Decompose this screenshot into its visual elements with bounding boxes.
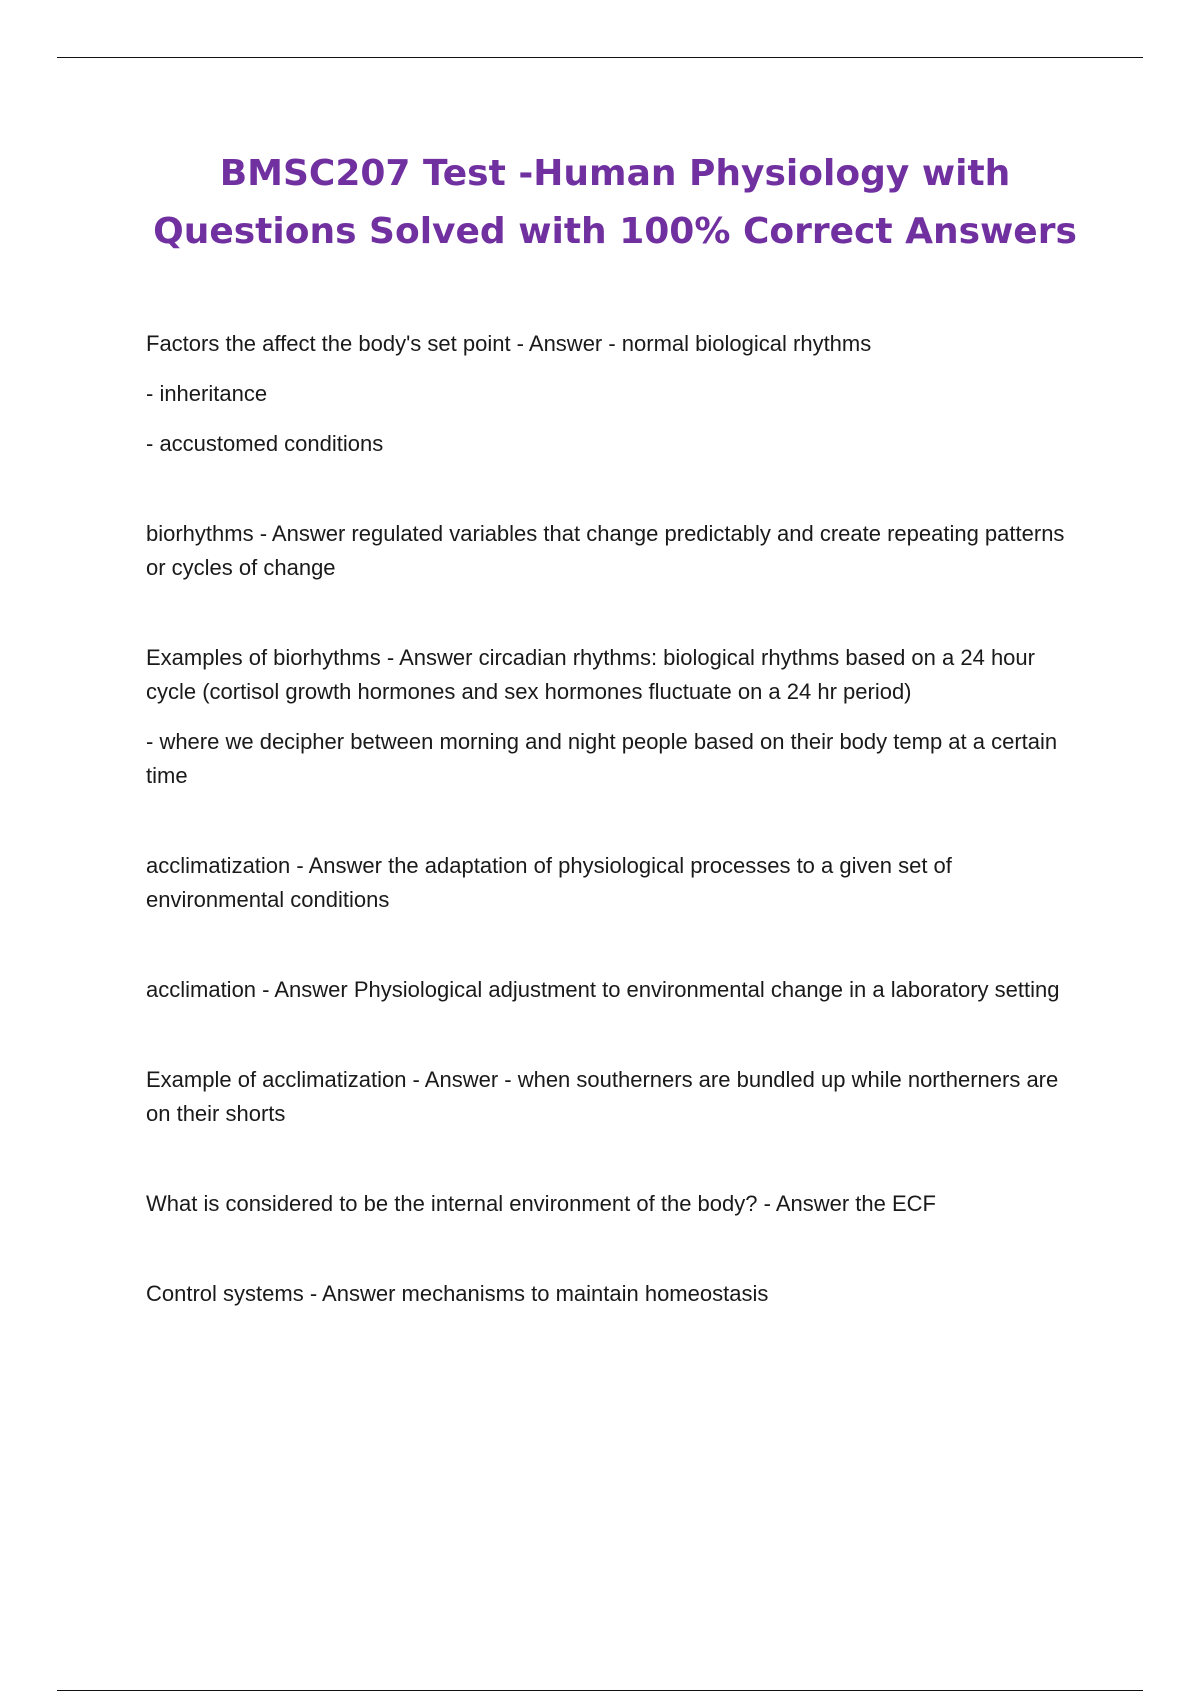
entry-text: - accustomed conditions (146, 431, 384, 456)
qa-entry (146, 517, 1076, 585)
document-title: BMSC207 Test -Human Physiology with Questions Solved with 100% Correct Answers (153, 153, 1077, 252)
entry-text: acclimation - Answer Physiological adjustment to environmental change in a laboratory setting (146, 977, 1060, 1002)
entry-text: What is considered to be the internal environment of the body? - Answer the ECF (146, 1191, 936, 1216)
footer-rule (57, 1690, 1143, 1691)
entry-text: biorhythms - Answer regulated variables that change predictably and create repeating patterns or cycles of change (146, 521, 1065, 580)
qa-list (146, 327, 1076, 1311)
header-rule (57, 57, 1143, 58)
entry-text: Examples of biorhythms - Answer circadian rhythms: biological rhythms based on a 24 hour cycle (cortisol growth hormones and sex hormones fluctuate on a 24 hr period) (146, 645, 1035, 704)
entry-text: acclimatization - Answer the adaptation of physiological processes to a given set of environmental conditions (146, 853, 952, 912)
qa-entry (146, 641, 1076, 793)
qa-entry (146, 1063, 1076, 1131)
entry-text: - where we decipher between morning and night people based on their body temp at a certain time (146, 729, 1058, 788)
entry-text: Factors the affect the body's set point - Answer - normal biological rhythms (146, 331, 872, 356)
entry-text: Example of acclimatization - Answer - when southerners are bundled up while northerners are on their shorts (146, 1067, 1059, 1126)
entry-text: - inheritance (146, 381, 268, 406)
qa-entry (146, 327, 1076, 461)
qa-entry (146, 1187, 1076, 1221)
qa-entry (146, 973, 1076, 1007)
qa-entry (146, 1277, 1076, 1311)
qa-entry (146, 849, 1076, 917)
entry-text: Control systems - Answer mechanisms to maintain homeostasis (146, 1281, 769, 1306)
